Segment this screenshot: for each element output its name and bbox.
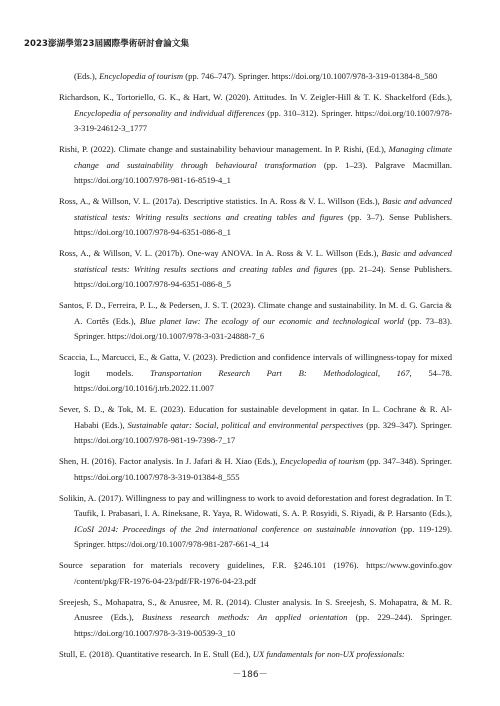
reference-text: Richardson, K., Tortoriello, G. K., & Hart, W. (2020). Attitudes. In V. Zeigler-Hill & T. K. Shackelford (Eds.), bbox=[59, 92, 452, 103]
reference-entry bbox=[59, 142, 452, 188]
reference-text: Sreejesh, S., Mohapatra, S., & Anusree, M. R. (2014). Cluster analysis. In S. Sreejesh, S. Mohapatra, & M. R. Anusree (Eds.), bbox=[59, 596, 452, 623]
reference-text: Ross, A., & Willson, V. L. (2017b). One-way ANOVA. In A. Ross & V. L. Willson (Eds.), bbox=[59, 248, 382, 259]
reference-title: Managing climate change and sustainability through behavioural transformation bbox=[74, 144, 452, 170]
reference-text: (pp. 3–7). Sense Publishers. https://doi.org/10.1007/978-94-6351-086-8_1 bbox=[74, 211, 452, 238]
reference-title: Business research methods: An applied orientation bbox=[141, 612, 348, 623]
reference-title: Encyclopedia of tourism bbox=[99, 71, 184, 81]
reference-entry bbox=[59, 595, 452, 641]
reference-text: (pp. 746–747). Springer. https://doi.org/10.1007/978-3-319-01384-8_580 bbox=[183, 71, 438, 81]
reference-text: (Eds.), bbox=[74, 71, 100, 81]
reference-entry bbox=[59, 558, 452, 589]
reference-text: Rishi, P. (2022). Climate change and sustainability behaviour management. In P. Rishi, (Ed.), bbox=[59, 144, 389, 155]
reference-text: (pp. 21–24). Sense Publishers. https://doi.org/10.1007/978-94-6351-086-8_5 bbox=[74, 263, 452, 290]
reference-text: (pp. 310–312). Springer. https://doi.org/10.1007/978-3-319-24612-3_1777 bbox=[74, 107, 452, 134]
reference-title: ICoSI 2014: Proceedings of the 2nd international conference on sustainable innovation bbox=[74, 523, 397, 534]
reference-text: (pp. 119-129). Springer. https://doi.org/10.1007/978-981-287-661-4_14 bbox=[74, 523, 452, 550]
reference-entry bbox=[59, 298, 452, 344]
reference-text: , 54–78. https://doi.org/10.1016/j.trb.2022.11.007 bbox=[74, 367, 452, 394]
reference-text: Ross, A., & Willson, V. L. (2017a). Descriptive statistics. In A. Ross & V. L. Willson (Eds.), bbox=[59, 196, 383, 207]
reference-entry bbox=[59, 69, 452, 84]
reference-title: UX fundamentals for non-UX professionals: bbox=[252, 648, 405, 659]
reference-entry bbox=[59, 194, 452, 240]
reference-entry bbox=[59, 454, 452, 485]
reference-title: Transportation Research Part B: Methodological, 167 bbox=[150, 367, 410, 378]
reference-list bbox=[59, 69, 452, 668]
reference-entry bbox=[59, 647, 452, 662]
reference-title: Encyclopedia of personality and individual differences bbox=[74, 107, 265, 118]
reference-text: Shen, H. (2016). Factor analysis. In J. Jafari & H. Xiao (Eds.), bbox=[59, 456, 280, 467]
reference-text: (pp. 73–83). Springer. https://doi.org/10.1007/978-3-031-24888-7_6 bbox=[74, 315, 452, 342]
reference-text: (pp. 347–348). Springer. https://doi.org/10.1007/978-3-319-01384-8_555 bbox=[74, 456, 452, 482]
reference-title: Basic and advanced statistical tests: Writing results sections and creating tables and figures bbox=[74, 248, 452, 274]
reference-text: (pp. 329–347). Springer. https://doi.org/10.1007/978-981-19-7398-7_17 bbox=[74, 419, 452, 446]
reference-text: Solikin, A. (2017). Willingness to pay and willingness to work to avoid deforestation and forest degradation. In T. Taufik, I. Prabasari, I. A. Rineksane, R. Yaya, R. Widowati, S. A. P. Rosyidi, S. Riyadi, & P. Harsanto (Eds.), bbox=[59, 492, 452, 519]
running-header: 2023澎湖學第23屆國際學術研討會論文集 bbox=[24, 39, 190, 49]
page-number: －186－ bbox=[232, 670, 268, 680]
reference-entry bbox=[59, 491, 452, 553]
reference-text: (pp. 1–23). Palgrave Macmillan. https://doi.org/10.1007/978-981-16-8519-4_1 bbox=[74, 159, 452, 186]
reference-title: Sustainable qatar: Social, political and environmental perspectives bbox=[127, 419, 364, 430]
reference-text: Stull, E. (2018). Quantitative research. In E. Stull (Ed.), bbox=[59, 648, 253, 659]
reference-entry bbox=[59, 402, 452, 448]
reference-entry bbox=[59, 90, 452, 136]
reference-text: (pp. 229–244). Springer. https://doi.org/10.1007/978-3-319-00539-3_10 bbox=[74, 612, 452, 638]
reference-title: Basic and advanced statistical tests: Writing results sections and creating tables and figures bbox=[74, 196, 452, 222]
reference-text: Scaccia, L., Marcucci, E., & Gatta, V. (2023). Prediction and confidence intervals of willingness-topay for mixed logit models. bbox=[59, 352, 452, 378]
reference-title: Encyclopedia of tourism bbox=[279, 456, 365, 467]
reference-title: Blue planet law: The ecology of our economic and technological world bbox=[139, 315, 404, 326]
reference-entry bbox=[59, 246, 452, 292]
reference-text: Santos, F. D., Ferreira, P. L., & Pedersen, J. S. T. (2023). Climate change and sustainability. In M. d. G. Garcia & A. Cortês (Eds.), bbox=[59, 300, 452, 326]
reference-text: Sever, S. D., & Tok, M. E. (2023). Education for sustainable development in qatar. In L. Cochrane & R. Al-Hababi (Eds.), bbox=[59, 404, 452, 430]
reference-entry bbox=[59, 350, 452, 396]
reference-text: Source separation for materials recovery guidelines, F.R. §246.101 (1976). https://www.govinfo.gov /content/pkg/FR-1976-04-23/pdf/FR-1976-04-23.pdf bbox=[59, 560, 452, 586]
